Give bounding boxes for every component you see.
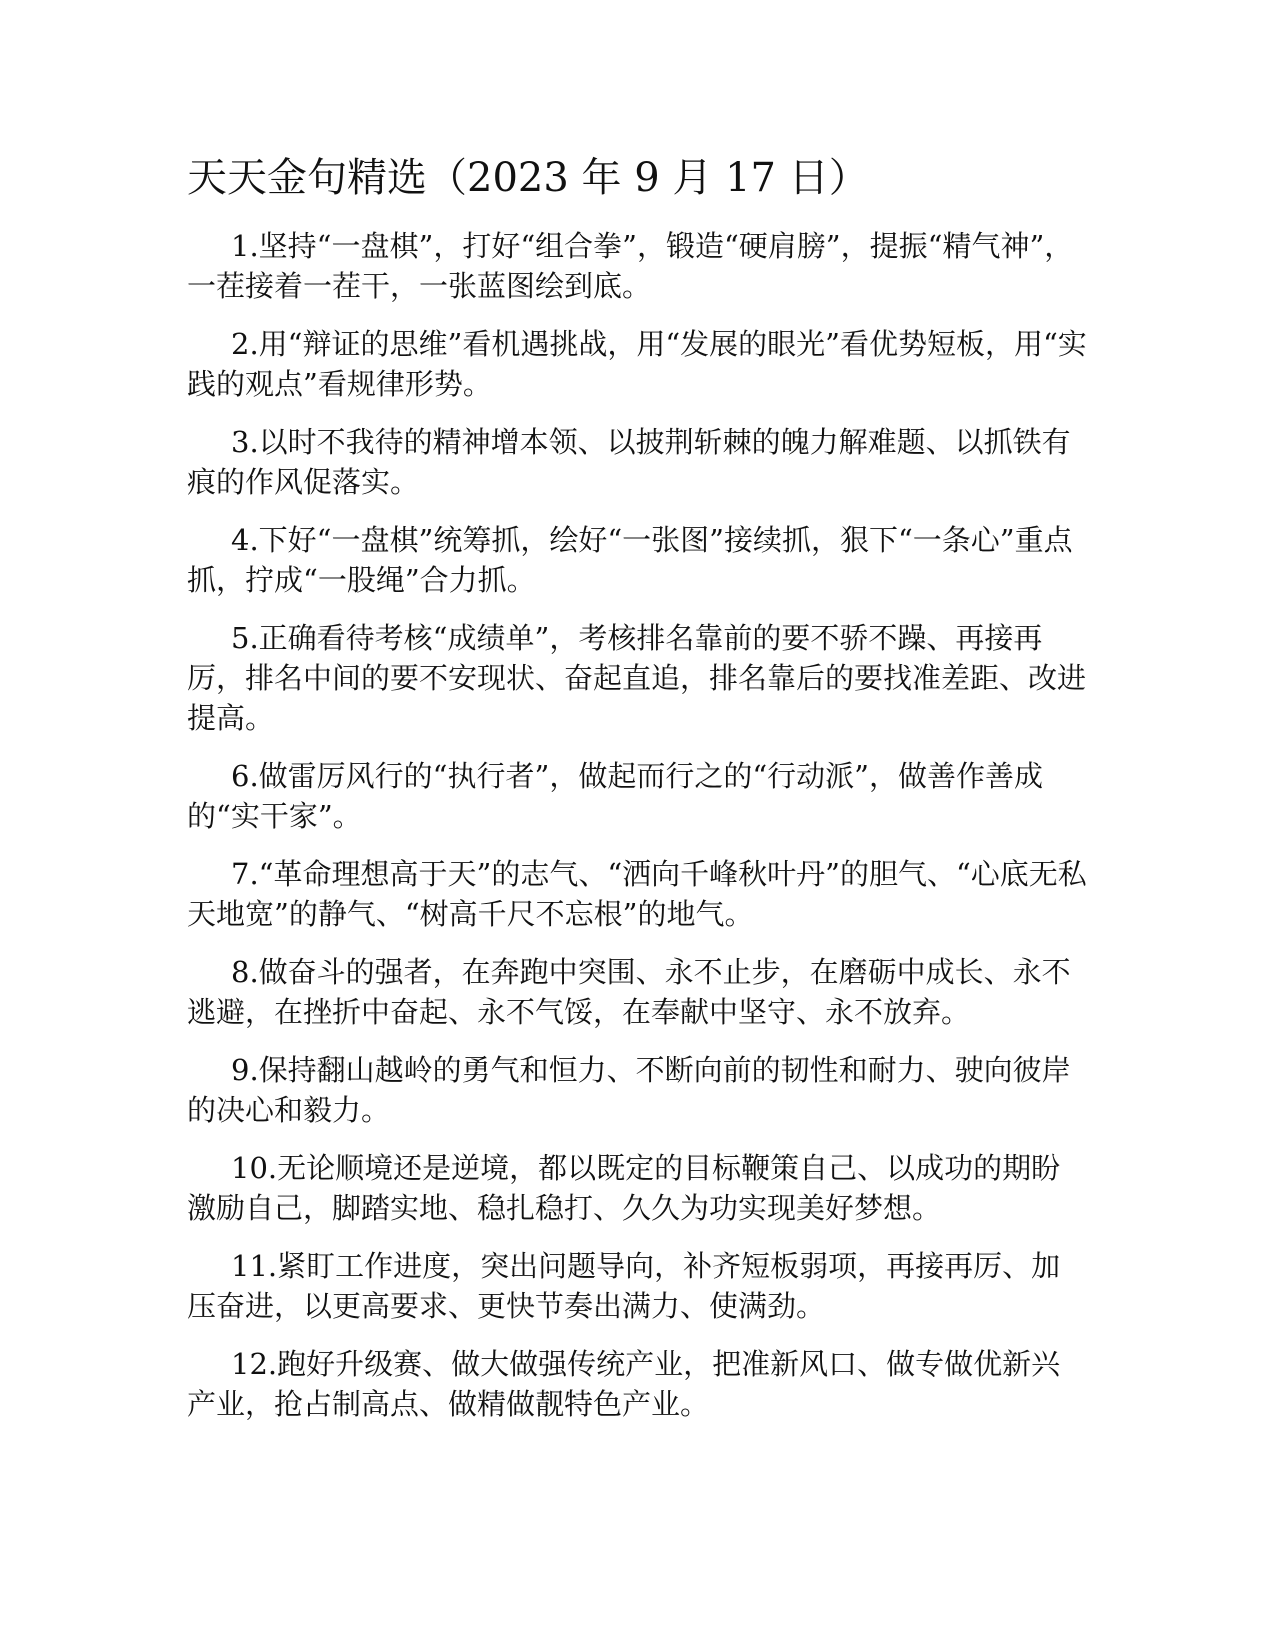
quote-item-11: 11.紧盯工作进度，突出问题导向，补齐短板弱项，再接再厉、加压奋进，以更高要求、更快节奏出满力、使满劲。: [187, 1249, 1061, 1323]
quote-item-3: 3.以时不我待的精神增本领、以披荆斩棘的魄力解难题、以抓铁有痕的作风促落实。: [187, 425, 1071, 499]
quote-item-5: 5.正确看待考核“成绩单”，考核排名靠前的要不骄不躁、再接再厉，排名中间的要不安现状、奋起直追，排名靠后的要找准差距、改进提高。: [187, 621, 1087, 735]
quote-item-4: 4.下好“一盘棋”统筹抓，绘好“一张图”接续抓，狠下“一条心”重点抓，拧成“一股绳”合力抓。: [187, 523, 1073, 597]
quote-item-2: 2.用“辩证的思维”看机遇挑战，用“发展的眼光”看优势短板，用“实践的观点”看规律形势。: [187, 327, 1087, 401]
quote-item-7: 7.“革命理想高于天”的志气、“洒向千峰秋叶丹”的胆气、“心底无私天地宽”的静气、“树高千尺不忘根”的地气。: [187, 857, 1087, 931]
document-title: 天天金句精选（2023 年 9 月 17 日）: [187, 155, 869, 201]
quote-item-6: 6.做雷厉风行的“执行者”，做起而行之的“行动派”，做善作善成的“实干家”。: [187, 759, 1043, 833]
quote-item-10: 10.无论顺境还是逆境，都以既定的目标鞭策自己、以成功的期盼激励自己，脚踏实地、稳扎稳打、久久为功实现美好梦想。: [187, 1151, 1061, 1225]
quote-list: [187, 226, 1087, 1442]
quote-item-9: 9.保持翻山越岭的勇气和恒力、不断向前的韧性和耐力、驶向彼岸的决心和毅力。: [187, 1053, 1071, 1127]
quote-item-12: 12.跑好升级赛、做大做强传统产业，把准新风口、做专做优新兴产业，抢占制高点、做精做靓特色产业。: [187, 1347, 1061, 1421]
quote-item-8: 8.做奋斗的强者，在奔跑中突围、永不止步，在磨砺中成长、永不逃避，在挫折中奋起、永不气馁，在奉献中坚守、永不放弃。: [187, 955, 1071, 1029]
quote-item-1: 1.坚持“一盘棋”，打好“组合拳”，锻造“硬肩膀”，提振“精气神”，一茬接着一茬干，一张蓝图绘到底。: [187, 229, 1074, 303]
